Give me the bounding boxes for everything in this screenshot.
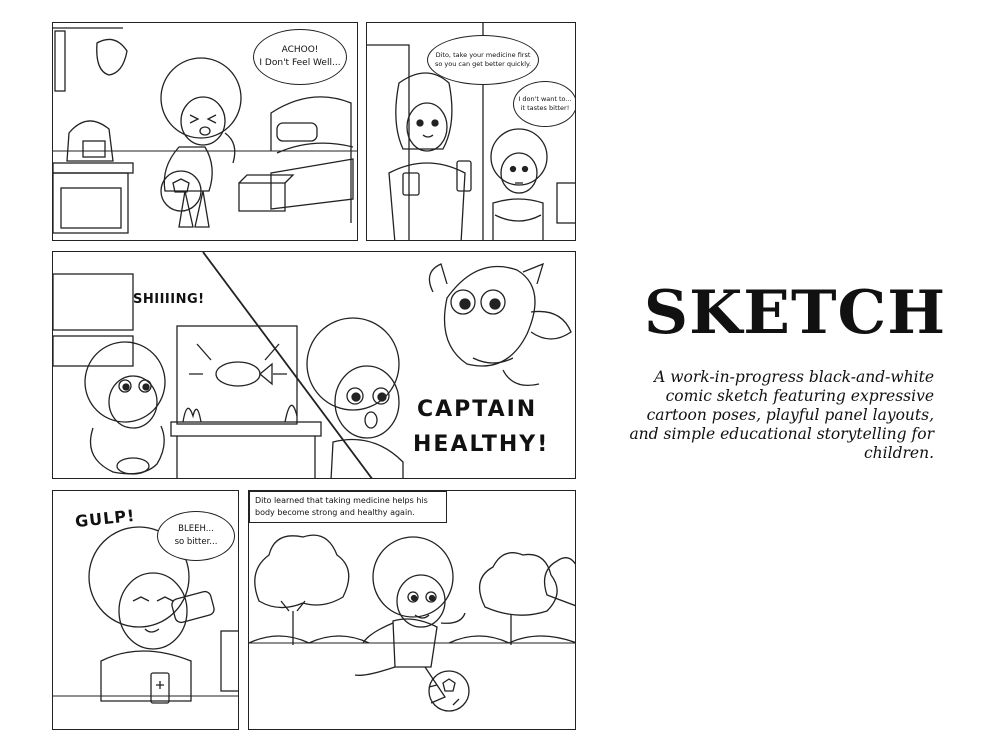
hero-name-line-1: CAPTAIN [417,397,538,422]
speech-bubble-boy [513,81,576,127]
panel-5-playing-outside [248,490,576,730]
bubble-line: I don't want to... [518,94,572,103]
sfx-shiiiing: SHIIIING! [133,292,205,307]
bubble-line: so you can get better quickly. [434,60,532,68]
panel-4-gulp [52,490,239,730]
panel-3-captain-healthy [52,251,576,479]
hero-name-line-2: HEALTHY! [413,432,550,457]
bubble-line: Dito, take your medicine first [435,50,531,59]
bubble-line: so bitter... [174,537,218,547]
speech-bubble-bitter [157,511,235,561]
sfx-gulp: GULP! [74,505,137,532]
bubble-line: BLEEH... [178,524,214,535]
panel-1-bedroom [52,22,358,241]
page-title: SKETCH [643,278,947,348]
page-description: A work-in-progress black-and-white comic sketch featuring expressive cartoon poses, playful panel layouts, and simple educational storytelling for children. [629,368,934,462]
caption-box: Dito learned that taking medicine helps his body become strong and healthy again. [249,491,447,523]
speech-bubble-achoo [253,29,347,85]
bubble-line: I Don't Feel Well... [259,58,341,68]
panel-2-mom-medicine [366,22,576,241]
panel-5-drawing [249,491,576,730]
bubble-line: ACHOO! [281,44,319,55]
speech-bubble-mom [427,35,539,85]
bubble-line: it tastes bitter! [520,104,570,112]
